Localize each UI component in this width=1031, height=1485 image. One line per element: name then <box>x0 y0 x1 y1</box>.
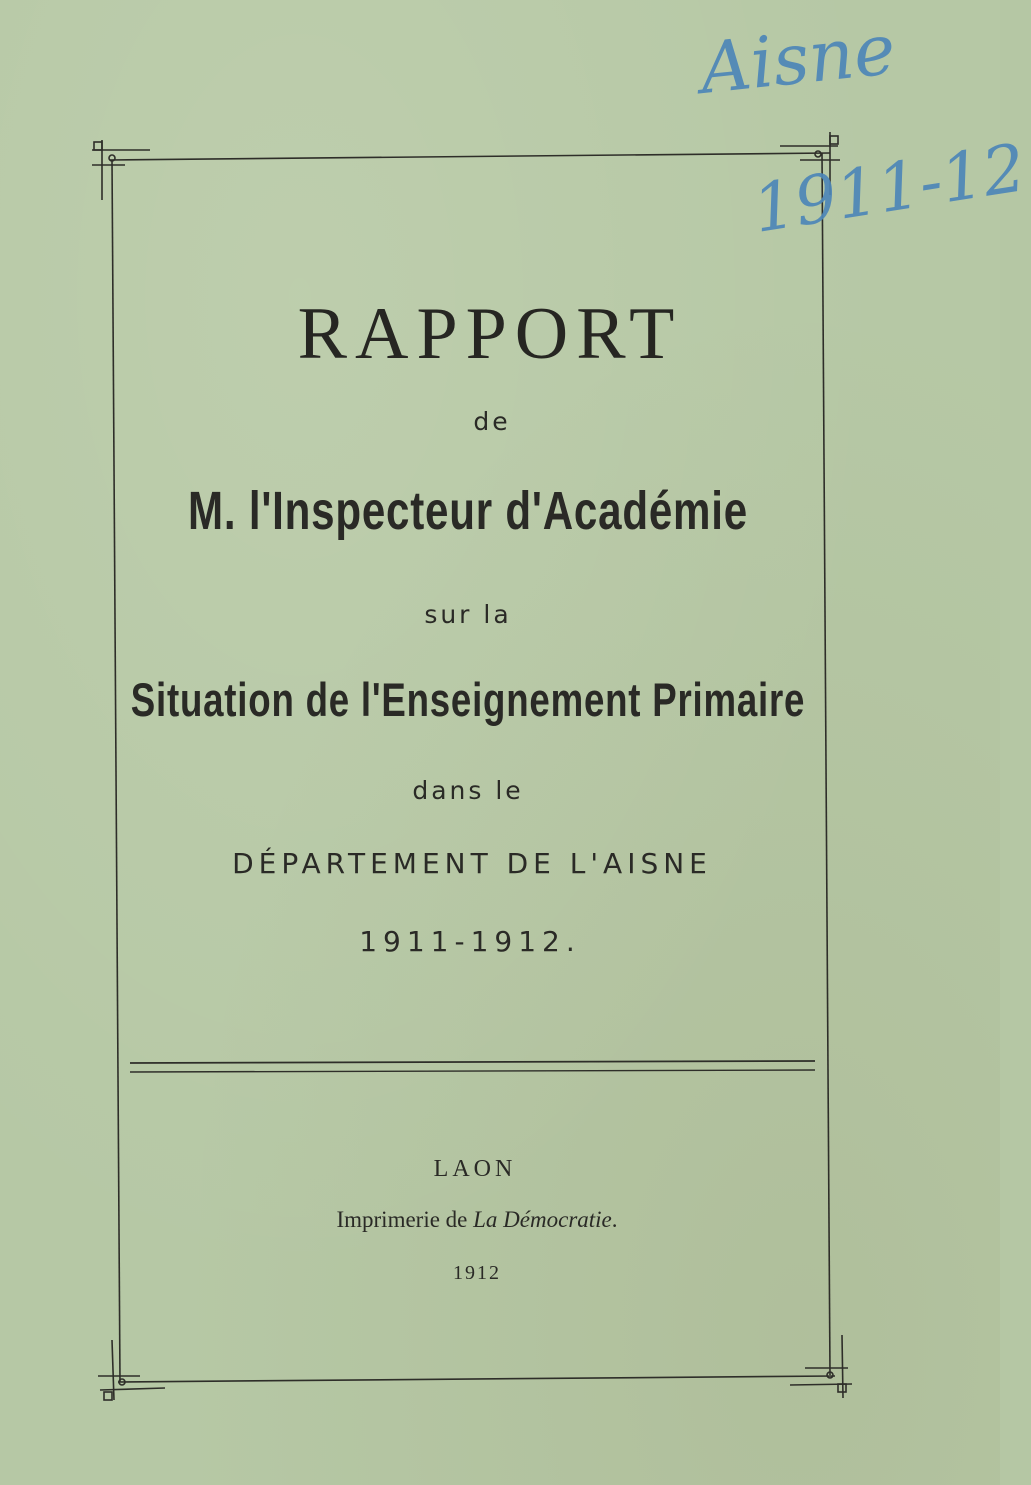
school-year: 1911-1912. <box>359 925 581 958</box>
imprint-city: LAON <box>433 1156 517 1182</box>
subject-line: Situation de l'Enseignement Primaire <box>130 673 806 726</box>
preposition-sur-la: sur la <box>424 600 512 629</box>
handwritten-region-note: Aisne <box>696 8 900 110</box>
preposition-de: de <box>473 407 511 436</box>
document-title: RAPPORT <box>297 293 683 375</box>
printer-suffix: . <box>611 1207 618 1232</box>
imprint-printer <box>0 1207 977 1233</box>
department-line: DÉPARTEMENT DE L'AISNE <box>232 847 712 880</box>
imprint-year: 1912 <box>453 1262 501 1284</box>
author-line: M. l'Inspecteur d'Académie <box>188 481 748 541</box>
preposition-dans-le: dans le <box>412 776 524 805</box>
handwritten-years-note: 1911-12 <box>747 129 1031 248</box>
printer-name: La Démocratie <box>473 1207 612 1232</box>
printer-prefix: Imprimerie de <box>336 1207 468 1232</box>
